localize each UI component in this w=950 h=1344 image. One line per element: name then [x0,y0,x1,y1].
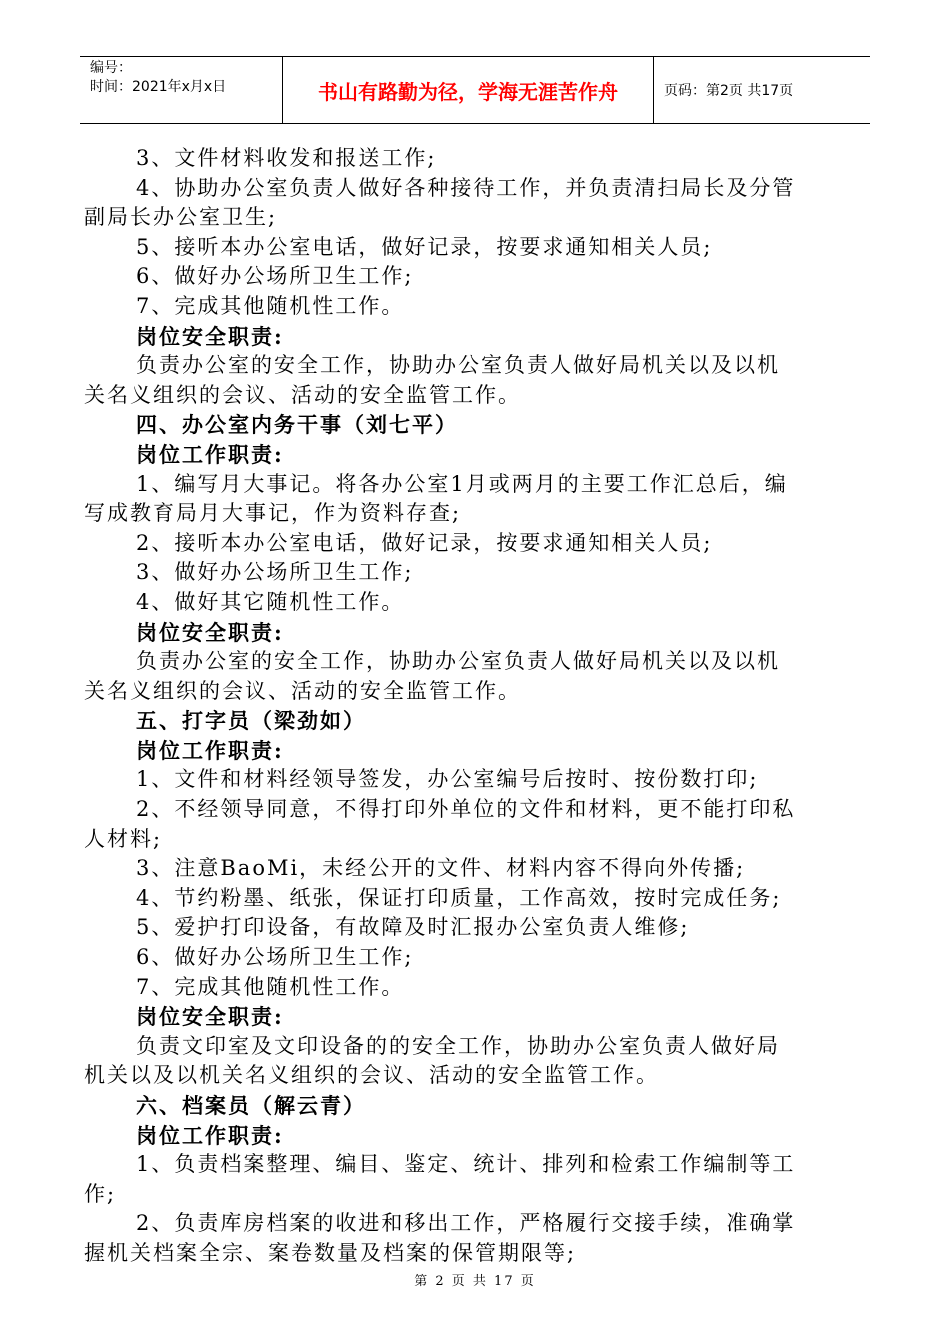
paragraph-line: 负责文印室及文印设备的的安全工作，协助办公室负责人做好局 [136,1033,780,1058]
paragraph-line: 3、做好办公场所卫生工作; [136,560,414,585]
paragraph-line: 7、完成其他随机性工作。 [136,974,405,999]
section-heading: 岗位工作职责: [136,1122,284,1148]
paragraph-line: 1、文件和材料经领导签发，办公室编号后按时、按份数打印; [136,767,759,792]
paragraph-line: 2、不经领导同意，不得打印外单位的文件和材料，更不能打印私 [136,797,796,822]
paragraph-line: 负责办公室的安全工作，协助办公室负责人做好局机关以及以机 [136,649,780,674]
header-page-info: 页码：第2页 共17页 [664,83,794,99]
paragraph-line: 5、爱护打印设备，有故障及时汇报办公室负责人维修; [136,915,690,940]
document-body [84,144,870,1269]
paragraph-line: 6、做好办公场所卫生工作; [136,945,414,970]
paragraph-line: 副局长办公室卫生; [84,205,278,230]
section-heading: 岗位工作职责: [136,737,284,763]
section-heading: 五、打字员（梁劲如） [136,708,366,734]
paragraph-line: 握机关档案全宗、案卷数量及档案的保管期限等; [84,1240,577,1265]
paragraph-line: 机关以及以机关名义组织的会议、活动的安全监管工作。 [84,1063,659,1088]
section-heading: 六、档案员（解云青） [136,1093,366,1118]
paragraph-line: 1、负责档案整理、编目、鉴定、统计、排列和检索工作编制等工 [136,1152,796,1177]
paragraph-line: 关名义组织的会议、活动的安全监管工作。 [84,678,521,703]
paragraph-line: 3、注意BaoMi，未经公开的文件、材料内容不得向外传播; [136,856,746,881]
paragraph-line: 负责办公室的安全工作，协助办公室负责人做好局机关以及以机 [136,353,780,378]
paragraph-line: 5、接听本办公室电话，做好记录，按要求通知相关人员; [136,234,713,259]
section-heading: 岗位安全职责: [136,619,284,645]
section-heading: 岗位安全职责: [136,323,284,349]
section-heading: 岗位安全职责: [136,1004,284,1030]
paragraph-line: 人材料; [84,826,163,851]
section-heading: 岗位工作职责: [136,441,284,467]
header-meta [80,57,282,123]
paragraph-line: 1、编写月大事记。将各办公室1月或两月的主要工作汇总后，编 [136,471,788,496]
paragraph-line: 6、做好办公场所卫生工作; [136,264,414,289]
paragraph-line: 关名义组织的会议、活动的安全监管工作。 [84,382,521,407]
paragraph-line: 写成教育局月大事记，作为资料存查; [84,501,462,526]
paragraph-line: 7、完成其他随机性工作。 [136,293,405,318]
document-number-label: 编号： [90,60,132,76]
paragraph-line: 4、节约粉墨、纸张，保证打印质量，工作高效，按时完成任务; [136,885,782,910]
paragraph-line: 4、协助办公室负责人做好各种接待工作，并负责清扫局长及分管 [136,175,796,200]
paragraph-line: 作; [84,1181,117,1206]
paragraph-line: 4、做好其它随机性工作。 [136,589,405,614]
header-motto: 书山有路勤为径，学海无涯苦作舟 [282,57,654,123]
paragraph-line: 3、文件材料收发和报送工作; [136,146,437,170]
page-footer: 第 2 页 共 17 页 [414,1274,536,1289]
paragraph-line: 2、接听本办公室电话，做好记录，按要求通知相关人员; [136,530,713,555]
page-header [80,56,870,124]
section-heading: 四、办公室内务干事（刘七平） [136,412,458,438]
document-date: 时间：2021年x月x日 [90,79,227,95]
paragraph-line: 2、负责库房档案的收进和移出工作，严格履行交接手续，准确掌 [136,1211,796,1236]
